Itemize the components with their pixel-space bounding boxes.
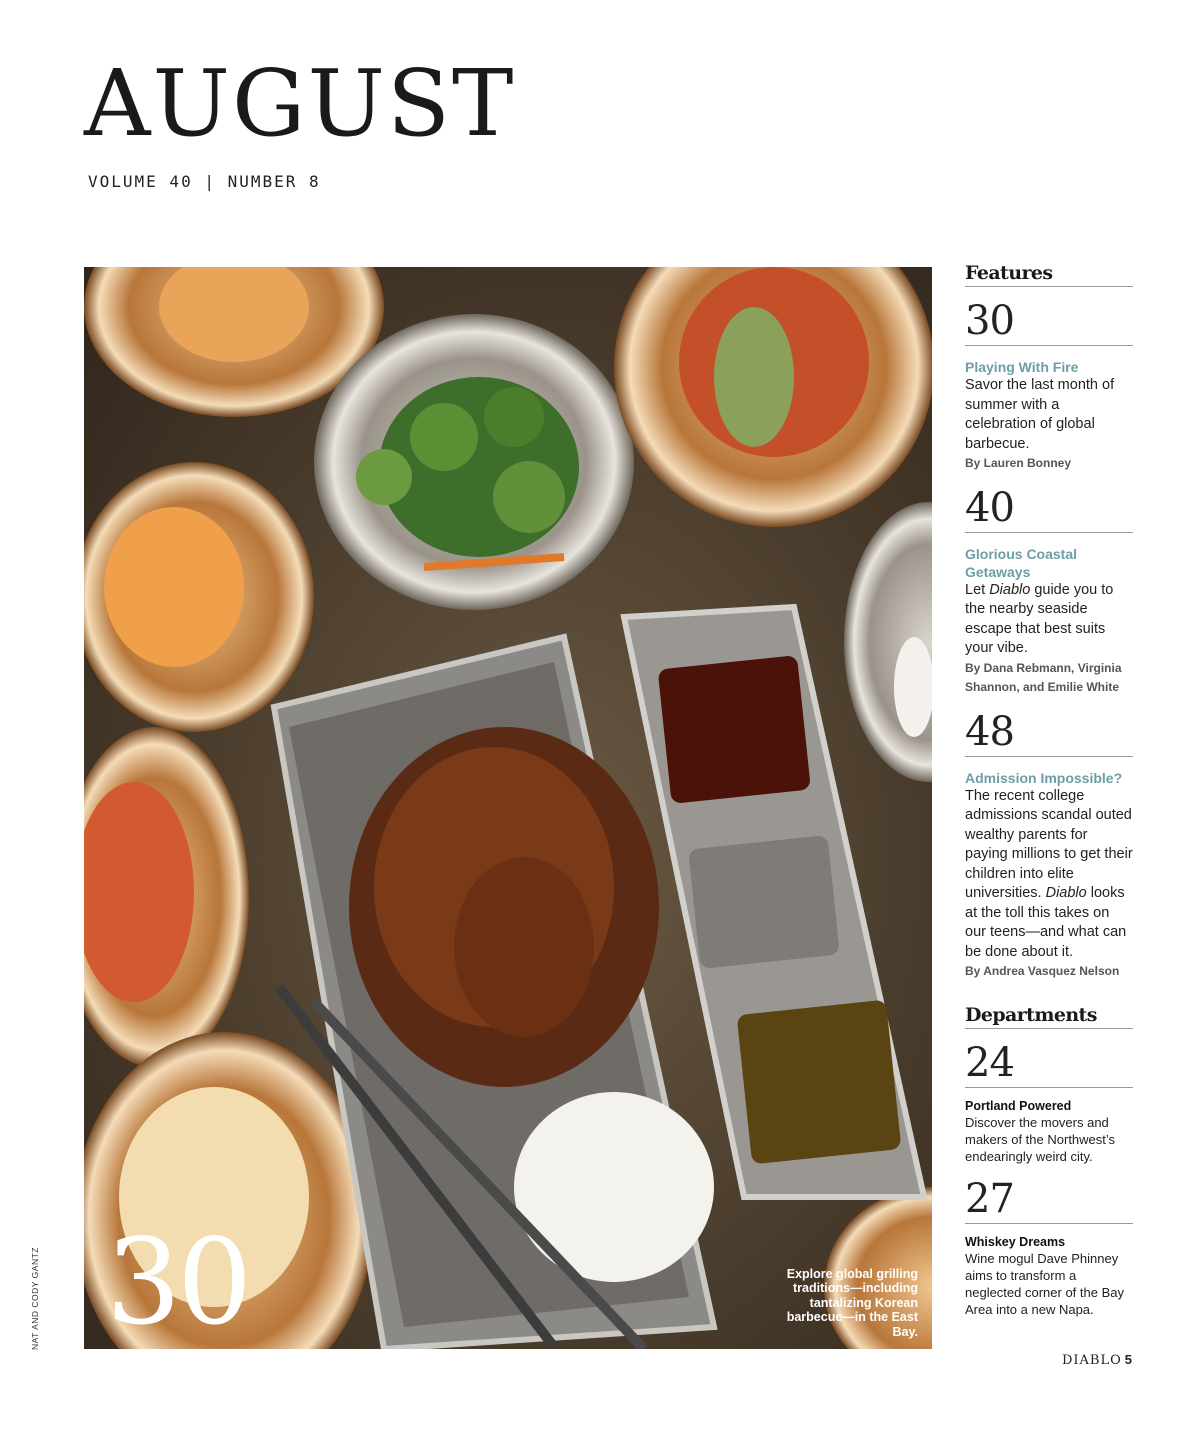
korean-bbq-illustration [84, 267, 932, 1349]
features-heading: Features [965, 262, 1133, 287]
photo-credit: NAT AND CODY GANTZ [30, 1247, 40, 1350]
entry-byline: By Andrea Vasquez Nelson [965, 964, 1120, 978]
entry-description: Discover the movers and makers of the Northwest’s endearingly weird city. [965, 1114, 1116, 1164]
table-of-contents [965, 262, 1133, 1318]
issue-month: AUGUST [84, 50, 516, 157]
feature-entry[interactable] [965, 298, 1133, 474]
desc-text: looks at the toll this takes on our teens—and what can be done about it. [965, 885, 1127, 960]
entry-description: Savor the last month of summer with a celebration of global barbecue. [965, 377, 1115, 452]
department-entry[interactable] [965, 1175, 1133, 1318]
magazine-name-italic: Diablo [1045, 885, 1087, 901]
volume-number: VOLUME 40 | NUMBER 8 [88, 172, 321, 191]
entry-title[interactable]: Glorious Coastal Getaways [965, 545, 1078, 580]
kimchi-bowl [614, 267, 932, 527]
department-entry[interactable] [965, 1039, 1133, 1165]
feature-entry[interactable] [965, 484, 1133, 698]
entry-page-number: 30 [965, 301, 1133, 346]
broccoli-bowl [314, 314, 634, 610]
entry-page-number: 48 [965, 712, 1133, 757]
entry-title[interactable]: Whiskey Dreams [965, 1234, 1066, 1249]
departments-section [965, 1004, 1133, 1318]
magazine-name: DIABLO [1061, 1353, 1122, 1368]
entry-description: Wine mogul Dave Phinney aims to transform a neglected corner of the Bay Area into a new Napa. [965, 1250, 1124, 1317]
kimchi-bowl-left [84, 727, 249, 1067]
side-bowl-right [844, 502, 932, 782]
desc-text: guide you to the nearby seaside escape that best suits your vibe. [965, 581, 1114, 656]
entry-page-number: 27 [965, 1179, 1133, 1224]
entry-page-number: 40 [965, 488, 1133, 533]
entry-page-number: 24 [965, 1043, 1133, 1088]
desc-text: Let [965, 581, 990, 598]
departments-heading: Departments [965, 1004, 1133, 1029]
entry-byline: By Dana Rebmann, Virginia Shannon, and Emilie White [965, 660, 1122, 694]
feature-page-number: 30 [106, 1213, 249, 1349]
entry-title[interactable]: Admission Impossible? [965, 769, 1123, 786]
entry-byline: By Lauren Bonney [965, 456, 1072, 470]
entry-title[interactable]: Playing With Fire [965, 359, 1079, 375]
entry-description [965, 787, 1133, 963]
radish-bowl [84, 462, 314, 732]
masthead [84, 50, 516, 191]
feature-entry[interactable] [965, 708, 1133, 982]
desc-text: The recent college admissions scandal outed wealthy parents for paying millions to get their children into elite universities. [965, 787, 1133, 901]
page-folio [1062, 1352, 1133, 1368]
page-number: 5 [1124, 1352, 1133, 1367]
entry-description [965, 581, 1133, 659]
magazine-name-italic: Diablo [989, 581, 1031, 598]
photo-caption: Explore global grilling traditions—including tantalizing Korean barbecue—in the East Bay. [786, 1266, 918, 1339]
entry-title[interactable]: Portland Powered [965, 1098, 1072, 1113]
cover-food-photo [84, 267, 932, 1349]
